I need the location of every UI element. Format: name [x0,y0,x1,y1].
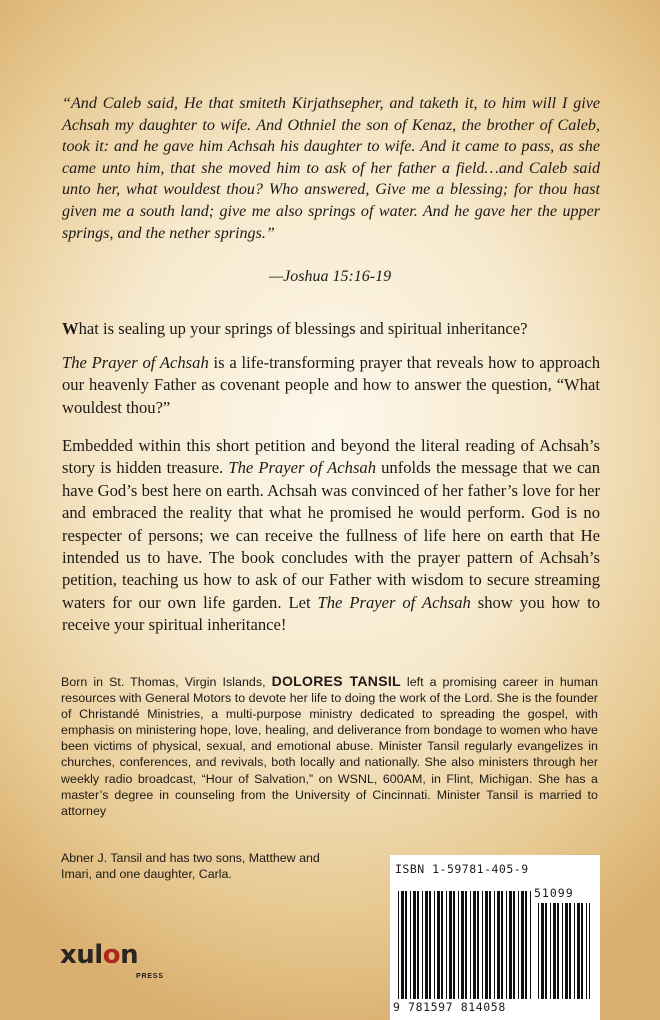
barcode-bar [589,903,590,999]
bio-body: left a promising career in human resources with General Motors to devote her life to doing the work of the Lord. She is the founder of Christandé Ministries, a multi-purpose ministry dedicated to spreading the gospel, with emphasis on ministering hope, love, healing, and deliverance from bondage to women who have been victims of physical, sexual, and emotional abuse. Minister Tansil regularly evangelizes in churches, conferences, and revivals, both locally and nationally. She also ministers through her weekly radio broadcast, “Hour of Salvation,” on WSNL, 600AM, in Flint, Michigan. She has a master’s degree in counseling from the University of Cincinnati. Minister Tansil is married to attorney [61,675,598,818]
barcode-bar [574,903,575,999]
logo-wordmark [60,940,138,970]
barcode-bar [477,891,479,999]
barcode-bar [497,891,500,999]
barcode-bar [521,891,524,999]
barcode-bar [473,891,476,999]
barcode-bar [557,903,559,999]
barcode-bar [446,891,447,999]
barcode-bar [565,903,568,999]
logo-wordmark-start: xul [60,940,103,970]
barcode-bar [553,903,556,999]
bio-tail-line-2: Imari, and one daughter, Carla. [61,867,232,881]
barcode-panel [390,855,600,1020]
barcode-bar [562,903,563,999]
barcode-bar [541,903,544,999]
barcode-bar [410,891,411,999]
barcode-bar [518,891,519,999]
isbn-label: ISBN 1-59781-405-9 [395,862,529,876]
barcode-bar [509,891,512,999]
drop-initial: W [62,319,79,338]
addon-barcode [538,903,590,999]
barcode-bar [569,903,571,999]
epigraph-quote: “And Caleb said, He that smiteth Kirjathsepher, and taketh it, to him will I give Achsah my daughter to wife. And Othniel the son of Kenaz, the brother of Caleb, took it: and he gave him Achsah his daughter to wife. And it came to pass, as she came unto him, that she moved him to ask of her father a field…and Caleb said unto her, what wouldest thou? Who answered, Give me a blessing; for thou hast given me a south land; give me also springs of water. And he gave her the upper springs, and the nether springs.” [62,95,600,242]
logo-wordmark-end: n [120,940,139,970]
author-name: DOLORES TANSIL [271,673,401,689]
epigraph-citation: —Joshua 15:16-19 [268,268,392,285]
barcode-bar [405,891,407,999]
barcode-bar [401,891,404,999]
logo-accent-letter: o [102,940,121,970]
barcode-bar [538,903,539,999]
book-title: The Prayer of Achsah [62,353,209,372]
barcode-bar [550,903,551,999]
barcode-bar [441,891,443,999]
paragraph-2-text: is a life-transforming prayer that reveals how to approach our heavenly Father as covenant people and how to answer the question, “What wouldest thou?” [62,353,600,417]
description-paragraph-1 [62,318,600,340]
barcode-bar [417,891,419,999]
barcode-bar [485,891,488,999]
barcode-bar [489,891,491,999]
barcode-bar [545,903,547,999]
logo-press-label: PRESS [136,973,164,980]
barcode-bar [458,891,459,999]
author-bio [61,673,598,819]
price-code: 51099 [534,886,574,900]
barcode-bar [461,891,464,999]
description-paragraph-3 [62,435,600,637]
barcode-bar [470,891,471,999]
barcode-bar [429,891,431,999]
paragraph-3-middle: unfolds the message that we can have God’s best here on earth. Achsah was convinced of her father’s love for her and embraced the reality that what he promised he would perform. God is no respecter of persons; we can receive the fullness of life here on earth that He intended us to have. The book concludes with the prayer pattern of Achsah’s petition, teaching us how to ask of our Father with wisdom to secure streaming waters for our own life garden. Let [62,458,600,612]
barcode-bar [494,891,495,999]
ean-barcode [398,891,532,999]
paragraph-3-start: Embedded within this short petition and beyond the literal reading of Achsah’s story is hidden treasure. [62,436,600,478]
barcode-bar [513,891,515,999]
barcode-bar [577,903,580,999]
book-title: The Prayer of Achsah [228,458,377,478]
barcode-bar [449,891,452,999]
paragraph-1-text: hat is sealing up your springs of blessings and spiritual inheritance? [78,319,528,338]
barcode-bar [437,891,440,999]
barcode-bar [482,891,483,999]
barcode-bar [453,891,455,999]
publisher-logo [60,940,170,990]
barcode-bar [581,903,583,999]
bio-tail-line-1: Abner J. Tansil and has two sons, Matthew and [61,851,320,865]
barcode-bar [434,891,435,999]
barcode-bar [465,891,467,999]
ean-digits: 9 781597 814058 [393,1000,506,1014]
barcode-bar [422,891,423,999]
barcode-bar [506,891,507,999]
barcode-bar [586,903,587,999]
book-title: The Prayer of Achsah [317,592,471,612]
description-paragraph-2 [62,352,600,419]
barcode-bar [398,891,399,999]
barcode-bar [413,891,416,999]
paragraph-3-end: show you how to receive your spiritual inheritance! [62,592,600,635]
bio-intro: Born in St. Thomas, Virgin Islands, [61,675,272,689]
barcode-bar [501,891,503,999]
barcode-bar [530,891,531,999]
barcode-bar [525,891,527,999]
barcode-bar [425,891,428,999]
